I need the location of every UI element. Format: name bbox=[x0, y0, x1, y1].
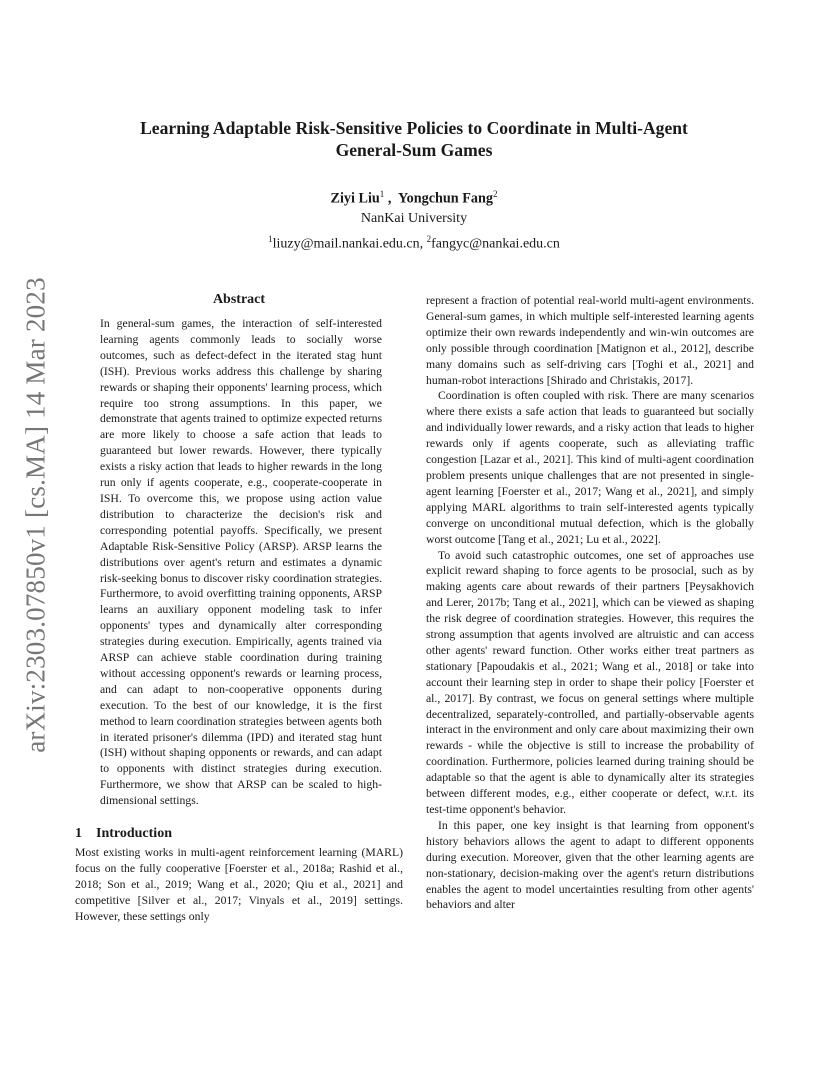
email-address: liuzy@mail.nankai.edu.cn, bbox=[272, 236, 427, 252]
left-column bbox=[75, 290, 403, 925]
email-mark: 1 bbox=[268, 233, 273, 244]
author-list bbox=[74, 185, 754, 209]
abstract-heading: Abstract bbox=[212, 292, 266, 307]
section-heading-introduction bbox=[75, 825, 403, 843]
arxiv-identifier: arXiv:2303.07850v1 [cs.MA] 14 Mar 2023 bbox=[20, 277, 51, 753]
abstract-body: In general-sum games, the interaction of self-interested learning agents commonly leads to socially worse outcomes, such as defect-defect in the iterated stag hunt (ISH). Previous works address this challenge by sharing rewards or shaping their opponents' learning process, which require too strong assumptions. In this paper, we demonstrate that agents trained to optimize expected returns are more likely to choose a safe action that leads to guaranteed but lower rewards. However, there typically exists a risky action that leads to higher rewards in the long run only if agents cooperate, e.g., cooperate-cooperate in ISH. To overcome this, we propose using action value distribution to characterize the decision's risk and corresponding potential payoffs. Specifically, we present Adaptable Risk-Sensitive Policy (ARSP). ARSP learns the distributions over agent's return and estimates a dynamic risk-seeking bonus to discover risky coordination strategies. Furthermore, to avoid overfitting training opponents, ARSP learns an auxiliary opponent modeling task to infer opponents' types and dynamically alter corresponding strategies during execution. Empirically, agents trained via ARSP can achieve stable coordination during training without accessing opponent's rewards or learning process, and can adapt to non-cooperative opponents during execution. To the best of our knowledge, it is the first method to learn coordination strategies between agents both in iterated prisoner's dilemma (IPD) and iterated stag hunt (ISH) without shaping opponents or rewards, and can adapt to opponents with distinct strategies during execution. Furthermore, we show that ARSP can be scaled to high-dimensional settings. bbox=[100, 317, 382, 808]
right-column bbox=[426, 293, 754, 913]
title-line-2: General-Sum Games bbox=[335, 140, 493, 160]
author-affil-mark: 2 bbox=[492, 189, 498, 199]
intro-paragraph: Coordination is often coupled with risk. There are many scenarios where there exists a safe action that leads to guaranteed but socially and individually lower rewards, and a risky action that leads to higher rewards only if agents cooperate, such as alleviating traffic congestion [Lazar et al., 2021]. This kind of multi-agent coordination problem presents unique challenges that are not presented in single-agent learning [Foerster et al., 2017; Wang et al., 2021], and simply applying MARL algorithms to train self-interested agents typically converge on unconditional mutual defection, which is the globally worst outcome [Tang et al., 2021; Lu et al., 2022]. bbox=[426, 389, 754, 546]
intro-paragraph: represent a fraction of potential real-world multi-agent environments. General-sum games, in which multiple self-interested learning agents optimize their own rewards independently and win-win outcomes are only possible through coordination [Matignon et al., 2012], describe many domains such as self-driving cars [Toghi et al., 2021] and human-robot interactions [Shirado and Christakis, 2017]. bbox=[426, 294, 754, 387]
intro-paragraph: To avoid such catastrophic outcomes, one set of approaches use explicit reward shaping to force agents to be prosocial, such as by making agents care about rewards of their partners [Peysakhovich and Lerer, 2017b; Tang et al., 2021], which can be viewed as shaping the risk degree of coordination strategies. However, this requires the strong assumption that agents involved are altruistic and can access other agents' reward function. Other works either treat partners as stationary [Papoudakis et al., 2021; Wang et al., 2018] or take into account their learning step in order to shape their policy [Foerster et al., 2017]. By contrast, we focus on general settings where multiple decentralized, separately-controlled, and partially-observable agents interact in the environment and only care about maximizing their own rewards - while the objective is still to increase the probability of coordination. Furthermore, policies learned during training should be adaptable so that the agent is able to dynamically alter its strategies between different modes, e.g., either cooperate or defect, w.r.t. its test-time opponent's behavior. bbox=[426, 548, 754, 816]
intro-paragraph: Most existing works in multi-agent reinforcement learning (MARL) focus on the fully cooperative [Foerster et al., 2018a; Rashid et al., 2018; Son et al., 2019; Wang et al., 2020; Qiu et al., 2021] and competitive [Silver et al., 2017; Vinyals et al., 2019] settings. However, these settings only bbox=[75, 846, 403, 923]
author-name: Ziyi Liu bbox=[330, 190, 380, 207]
intro-paragraph: In this paper, one key insight is that learning from opponent's history behaviors allows the agent to adapt to different opponents during execution. Moreover, given that the other learning agents are non-stationary, decision-making over the agent's return distributions enables the agent to model uncertainties resulting from other agents' behaviors and alter bbox=[426, 818, 754, 912]
section-number: 1 bbox=[75, 826, 82, 842]
author-name: Yongchun Fang bbox=[397, 190, 493, 207]
email-address: fangyc@nankai.edu.cn bbox=[431, 236, 560, 252]
affiliation: NanKai University bbox=[360, 210, 468, 226]
section-title: Introduction bbox=[96, 826, 172, 842]
author-affil-mark: 1 bbox=[379, 189, 385, 199]
paper-header bbox=[74, 117, 754, 254]
email-mark: 2 bbox=[426, 233, 432, 244]
author-emails bbox=[74, 229, 754, 255]
title-line-1: Learning Adaptable Risk-Sensitive Policies to Coordinate in Multi-Agent bbox=[140, 118, 688, 138]
paper-title bbox=[74, 117, 754, 161]
arxiv-sidebar-stamp bbox=[22, 270, 50, 760]
author-separator: , bbox=[384, 190, 398, 207]
